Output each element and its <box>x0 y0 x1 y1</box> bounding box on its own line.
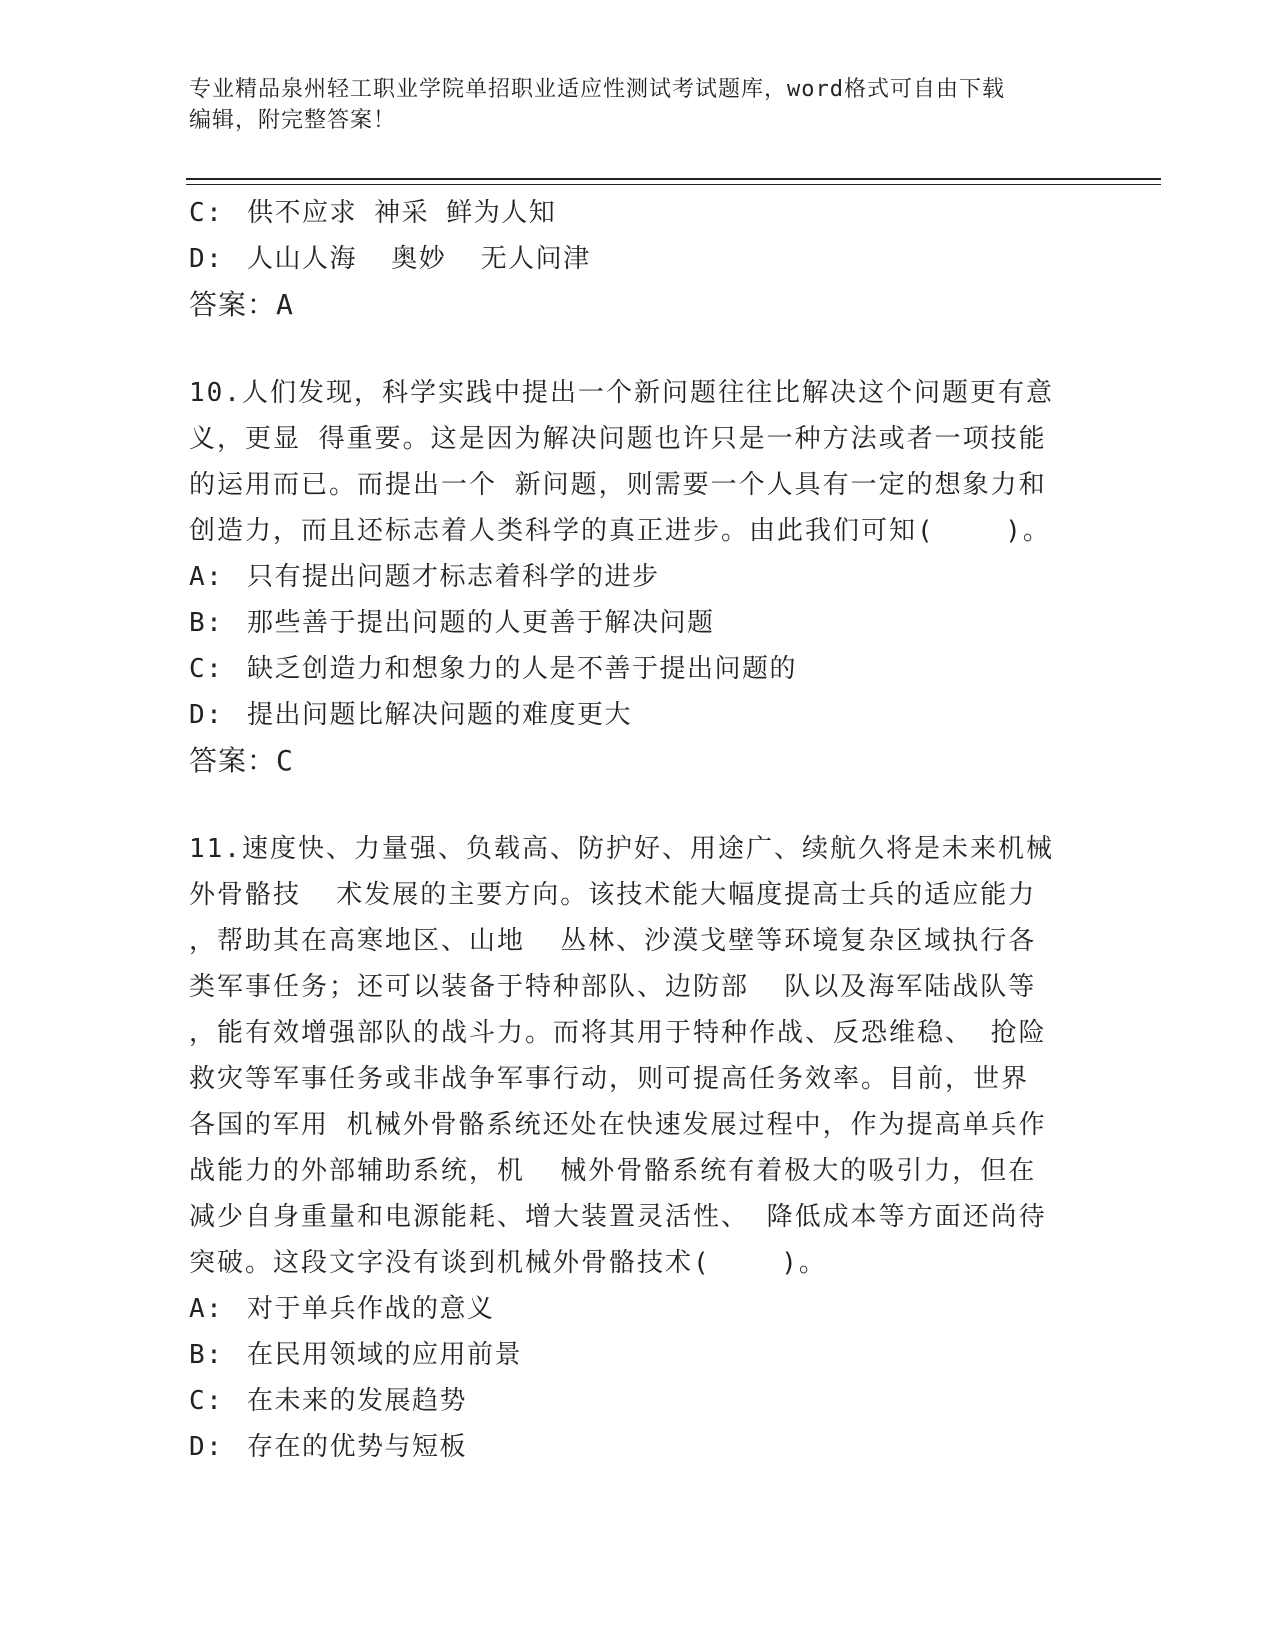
option-text: 人山人海 奥妙 无人问津 <box>247 244 591 274</box>
option-text: 供不应求 神采 鲜为人知 <box>247 198 557 228</box>
option-label: C: <box>189 654 224 684</box>
option-label: D: <box>189 700 224 730</box>
question-11-line-5: ，能有效增强部队的战斗力。而将其用于特种作战、反恐维稳、 抢险 <box>189 1018 1047 1048</box>
header-divider-thick <box>186 178 1161 180</box>
question-content <box>189 190 1089 1470</box>
option-c <box>189 190 1089 236</box>
question-11-line-1: 11.速度快、力量强、负载高、防护好、用途广、续航久将是未来机械 <box>189 834 1054 864</box>
question-11-line-4: 类军事任务；还可以装备于特种部队、边防部 队以及海军陆战队等 <box>189 972 1037 1002</box>
header-line-1: 专业精品泉州轻工职业学院单招职业适应性测试考试题库，word格式可自由下载 <box>189 77 1005 102</box>
option-text: 只有提出问题才标志着科学的进步 <box>247 562 660 592</box>
question-10-line-4: 创造力，而且还标志着人类科学的真正进步。由此我们可知( )。 <box>189 516 1051 546</box>
option-label: A: <box>189 1294 224 1324</box>
option-label: C: <box>189 1386 224 1416</box>
option-label: D: <box>189 1432 224 1462</box>
option-text: 在民用领域的应用前景 <box>247 1340 523 1370</box>
question-11-line-10: 突破。这段文字没有谈到机械外骨骼技术( )。 <box>189 1248 827 1278</box>
option-text: 存在的优势与短板 <box>247 1432 468 1462</box>
option-a <box>189 554 1089 600</box>
option-text: 那些善于提出问题的人更善于解决问题 <box>247 608 715 638</box>
question-10-line-1: 10.人们发现，科学实践中提出一个新问题往往比解决这个问题更有意 <box>189 378 1054 408</box>
option-b <box>189 1332 1089 1378</box>
question-10-line-2: 义，更显 得重要。这是因为解决问题也许只是一种方法或者一项技能 <box>189 424 1047 454</box>
question-11-line-9: 减少自身重量和电源能耗、增大装置灵活性、 降低成本等方面还尚待 <box>189 1202 1047 1232</box>
option-c <box>189 646 1089 692</box>
option-d <box>189 236 1089 282</box>
question-11-line-7: 各国的军用 机械外骨骼系统还处在快速发展过程中，作为提高单兵作 <box>189 1110 1047 1140</box>
header-line-2: 编辑，附完整答案！ <box>189 108 397 133</box>
option-d <box>189 1424 1089 1470</box>
option-d <box>189 692 1089 738</box>
option-text: 缺乏创造力和想象力的人是不善于提出问题的 <box>247 654 798 684</box>
answer-line: 答案：A <box>189 288 294 321</box>
page-header <box>189 74 1089 136</box>
question-11-line-2: 外骨骼技 术发展的主要方向。该技术能大幅度提高士兵的适应能力 <box>189 880 1037 910</box>
question-11-line-8: 战能力的外部辅助系统，机 械外骨骼系统有着极大的吸引力，但在 <box>189 1156 1037 1186</box>
question-11-line-3: ，帮助其在高寒地区、山地 丛林、沙漠戈壁等环境复杂区域执行各 <box>189 926 1037 956</box>
option-label: C: <box>189 198 224 228</box>
option-c <box>189 1378 1089 1424</box>
question-10-line-3: 的运用而已。而提出一个 新问题，则需要一个人具有一定的想象力和 <box>189 470 1047 500</box>
option-text: 对于单兵作战的意义 <box>247 1294 495 1324</box>
option-label: A: <box>189 562 224 592</box>
header-divider-thin <box>186 184 1161 185</box>
option-a <box>189 1286 1089 1332</box>
option-text: 提出问题比解决问题的难度更大 <box>247 700 633 730</box>
option-label: D: <box>189 244 224 274</box>
option-text: 在未来的发展趋势 <box>247 1386 468 1416</box>
option-label: B: <box>189 608 224 638</box>
answer-line: 答案：C <box>189 744 294 777</box>
question-11-line-6: 救灾等军事任务或非战争军事行动，则可提高任务效率。目前，世界 <box>189 1064 1030 1094</box>
option-b <box>189 600 1089 646</box>
option-label: B: <box>189 1340 224 1370</box>
